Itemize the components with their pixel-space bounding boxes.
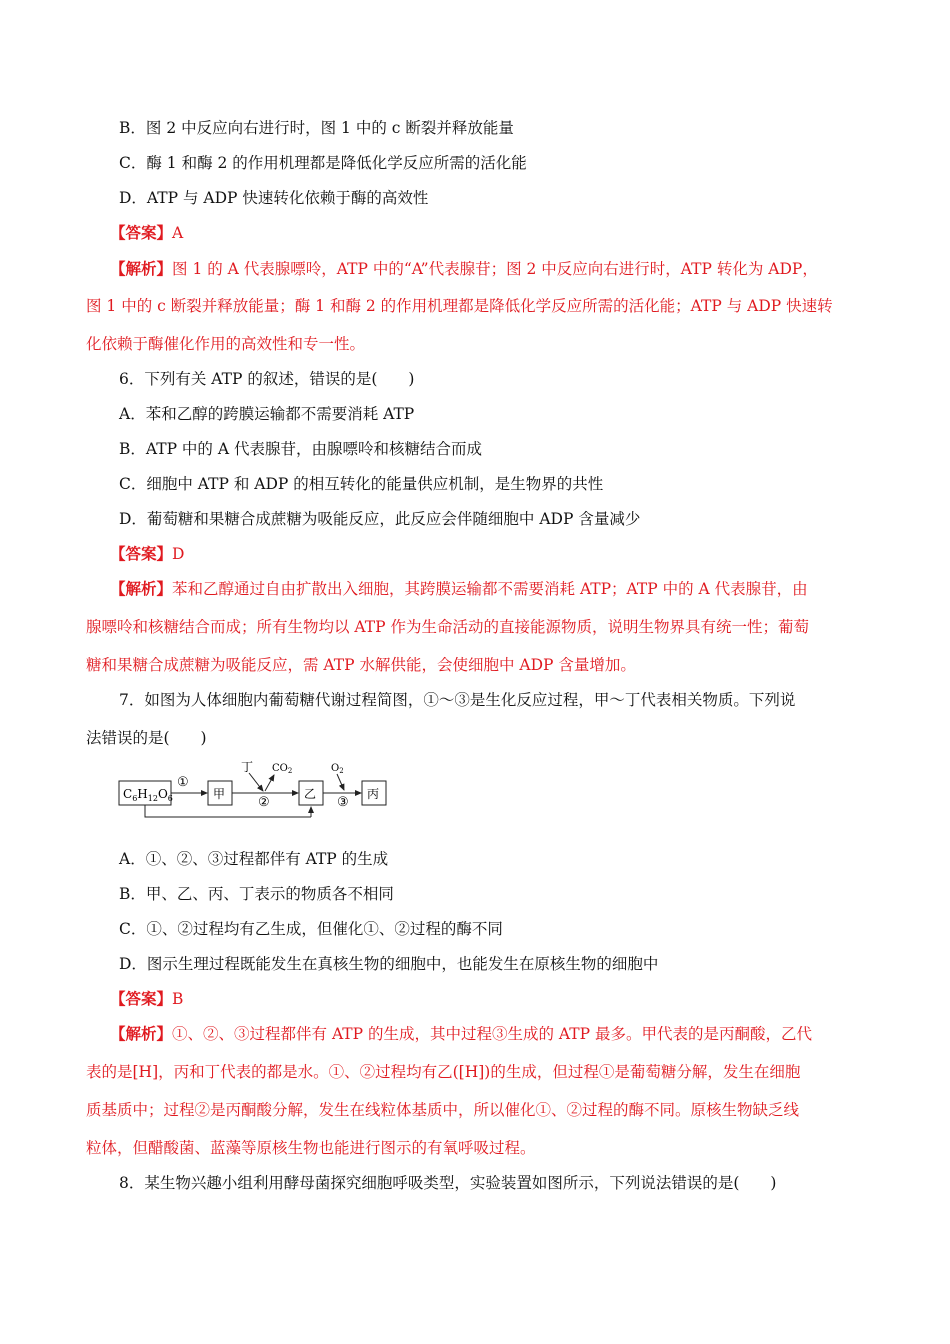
answer-tag: 【答案】: [110, 544, 173, 563]
q6-analysis-line-2: 腺嘌呤和核糖结合而成；所有生物均以 ATP 作为生命活动的直接能源物质，说明生物界具有统一性；葡萄: [86, 618, 809, 636]
q6-option-c: C．细胞中 ATP 和 ADP 的相互转化的能量供应机制，是生物界的共性: [119, 475, 604, 493]
answer-value: B: [172, 990, 184, 1008]
q7-option-d: D．图示生理过程既能发生在真核生物的细胞中，也能发生在原核生物的细胞中: [119, 955, 659, 973]
q7-option-c: C．①、②过程均有乙生成，但催化①、②过程的酶不同: [119, 920, 503, 938]
q8-stem: 8．某生物兴趣小组利用酵母菌探究细胞呼吸类型，实验装置如图所示，下列说法错误的是( ): [119, 1174, 777, 1192]
q6-option-d: D．葡萄糖和果糖合成蔗糖为吸能反应，此反应会伴随细胞中 ADP 含量减少: [119, 510, 641, 528]
q5-analysis-line-1: [110, 258, 818, 280]
q7-analysis-line-1: [110, 1023, 812, 1045]
q5-answer: [110, 222, 183, 244]
step-3-label: ③: [337, 795, 349, 810]
yi-label: 乙: [304, 787, 317, 801]
analysis-text: 苯和乙醇通过自由扩散出入细胞，其跨膜运输都不需要消耗 ATP；ATP 中的 A 代表腺苷，由: [172, 580, 808, 598]
q7-answer: [110, 988, 183, 1010]
analysis-tag: 【解析】: [110, 1024, 173, 1043]
q5-option-c: C．酶 1 和酶 2 的作用机理都是降低化学反应所需的活化能: [119, 154, 527, 172]
q7-option-b: B．甲、乙、丙、丁表示的物质各不相同: [119, 885, 394, 903]
q6-analysis-line-1: [110, 578, 808, 600]
q7-stem-line-2: 法错误的是( ): [86, 729, 207, 747]
q5-option-d: D．ATP 与 ADP 快速转化依赖于酶的高效性: [119, 189, 429, 207]
q5-option-b: B．图 2 中反应向右进行时，图 1 中的 c 断裂并释放能量: [119, 119, 514, 137]
q6-option-b: B．ATP 中的 A 代表腺苷，由腺嘌呤和核糖结合而成: [119, 440, 482, 458]
q7-stem-line-1: 7．如图为人体细胞内葡萄糖代谢过程简图，①～③是生化反应过程，甲～丁代表相关物质。下列说: [119, 691, 796, 709]
q6-option-a: A．苯和乙醇的跨膜运输都不需要消耗 ATP: [119, 405, 415, 423]
q7-analysis-line-4: 粒体，但醋酸菌、蓝藻等原核生物也能进行图示的有氧呼吸过程。: [86, 1139, 536, 1157]
q5-analysis-line-2: 图 1 中的 c 断裂并释放能量；酶 1 和酶 2 的作用机理都是降低化学反应所需的活化能；ATP 与 ADP 快速转: [86, 297, 833, 315]
bing-label: 丙: [367, 787, 380, 801]
step-2-label: ②: [258, 795, 270, 810]
q6-analysis-line-3: 糖和果糖合成蔗糖为吸能反应，需 ATP 水解供能，会使细胞中 ADP 含量增加。: [86, 656, 636, 674]
co2-label: $CO_2$: [272, 763, 293, 775]
q6-stem: 6．下列有关 ATP 的叙述，错误的是( ): [119, 370, 415, 388]
analysis-text: 图 1 的 A 代表腺嘌呤，ATP 中的“A”代表腺苷；图 2 中反应向右进行时，ATP 转化为 ADP，: [172, 260, 818, 278]
answer-tag: 【答案】: [110, 989, 173, 1008]
step-1-label: ①: [177, 775, 189, 790]
analysis-text: ①、②、③过程都伴有 ATP 的生成，其中过程③生成的 ATP 最多。甲代表的是丙酮酸，乙代: [172, 1025, 812, 1043]
q7-analysis-line-2: 表的是[H]，丙和丁代表的都是水。①、②过程均有乙([H])的生成，但过程①是葡萄糖分解，发生在细胞: [86, 1063, 801, 1081]
q7-analysis-line-3: 质基质中；过程②是丙酮酸分解，发生在线粒体基质中，所以催化①、②过程的酶不同。原核生物缺乏线: [86, 1101, 800, 1119]
glucose-metabolism-diagram: [115, 758, 400, 828]
answer-value: A: [172, 224, 184, 242]
q5-analysis-line-3: 化依赖于酶催化作用的高效性和专一性。: [86, 335, 366, 353]
analysis-tag: 【解析】: [110, 579, 173, 598]
ding-label: 丁: [241, 760, 254, 774]
analysis-tag: 【解析】: [110, 259, 173, 278]
answer-value: D: [172, 545, 185, 563]
answer-tag: 【答案】: [110, 223, 173, 242]
jia-label: 甲: [213, 787, 226, 801]
o2-label: $O_2$: [331, 763, 344, 775]
q7-option-a: A．①、②、③过程都伴有 ATP 的生成: [119, 850, 389, 868]
glucose-label: $C_6H_{12}O_6$: [123, 787, 173, 803]
q6-answer: [110, 543, 184, 565]
